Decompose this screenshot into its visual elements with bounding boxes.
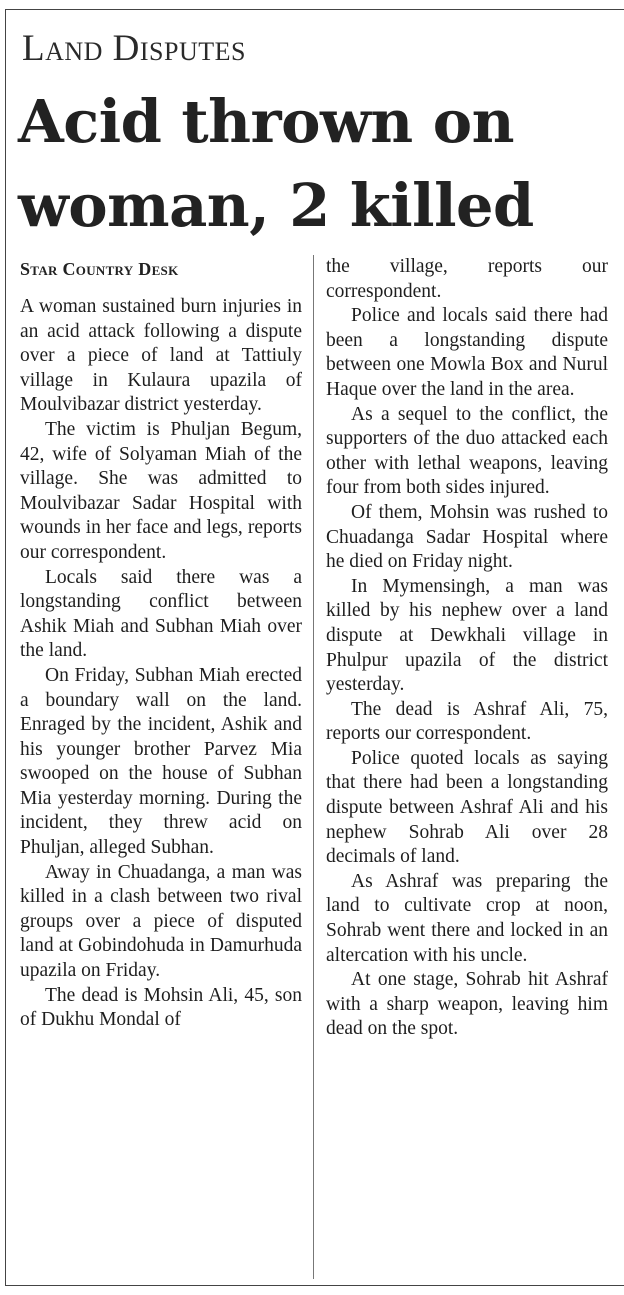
column-divider bbox=[313, 255, 314, 1279]
paragraph-right-7: Police quoted locals as saying that there had been a longstanding dispute between Ashraf Ali and his nephew Sohrab Ali over 28 decimals of land. bbox=[326, 747, 608, 868]
paragraph-left-3: Locals said there was a longstanding conflict between Ashik Miah and Subhan Miah over the land. bbox=[20, 566, 302, 662]
paragraph-left-1: A woman sustained burn injuries in an acid attack following a dispute over a piece of land at Tattiuly village in Kulaura upazila of Moulvibazar district yesterday. bbox=[20, 296, 302, 416]
paragraph-right-8: As Ashraf was preparing the land to cultivate crop at noon, Sohrab went there and locked in an altercation with his uncle. bbox=[326, 870, 608, 966]
paragraph-right-1: the village, reports our correspondent. bbox=[326, 256, 608, 302]
article-column-left bbox=[20, 295, 302, 1033]
left-border-rule bbox=[5, 9, 6, 1285]
paragraph-left-4: On Friday, Subhan Miah erected a boundary wall on the land. Enraged by the incident, Ashik and his younger brother Parvez Mia swooped on the house of Subhan Mia yesterday morning. During the incident, they threw acid on Phuljan, alleged Subhan. bbox=[20, 664, 302, 859]
paragraph-right-5: In Mymensingh, a man was killed by his nephew over a land dispute at Dewkhali village in Phulpur upazila of the district yesterday. bbox=[326, 575, 608, 696]
bottom-border-rule bbox=[5, 1285, 624, 1286]
paragraph-right-9: At one stage, Sohrab hit Ashraf with a sharp weapon, leaving him dead on the spot. bbox=[326, 969, 608, 1040]
paragraph-right-4: Of them, Mohsin was rushed to Chuadanga Sadar Hospital where he died on Friday night. bbox=[326, 501, 608, 573]
paragraph-right-6: The dead is Ashraf Ali, 75, reports our correspondent. bbox=[326, 698, 608, 745]
top-border-rule bbox=[5, 9, 624, 10]
paragraph-left-2: The victim is Phuljan Begum, 42, wife of Solyaman Miah of the village. She was admitted to Moulvibazar Sadar Hospital with wounds in her face and legs, reports our correspondent. bbox=[20, 418, 302, 563]
article-headline: Acid thrown on woman, 2 killed bbox=[18, 87, 534, 240]
paragraph-left-5: Away in Chuadanga, a man was killed in a clash between two rival groups over a piece of disputed land at Gobindohuda in Damurhuda upazila on Friday. bbox=[20, 861, 302, 982]
article-kicker: Land Disputes bbox=[22, 28, 246, 69]
paragraph-right-3: As a sequel to the conflict, the supporters of the duo attacked each other with lethal weapons, leaving four from both sides injured. bbox=[326, 403, 608, 499]
paragraph-left-6: The dead is Mohsin Ali, 45, son of Dukhu Mondal of bbox=[20, 984, 302, 1031]
paragraph-right-2: Police and locals said there had been a longstanding dispute between one Mowla Box and Nurul Haque over the land in the area. bbox=[326, 305, 608, 400]
article-column-right bbox=[326, 255, 608, 1042]
article-byline: Star Country Desk bbox=[20, 259, 179, 279]
